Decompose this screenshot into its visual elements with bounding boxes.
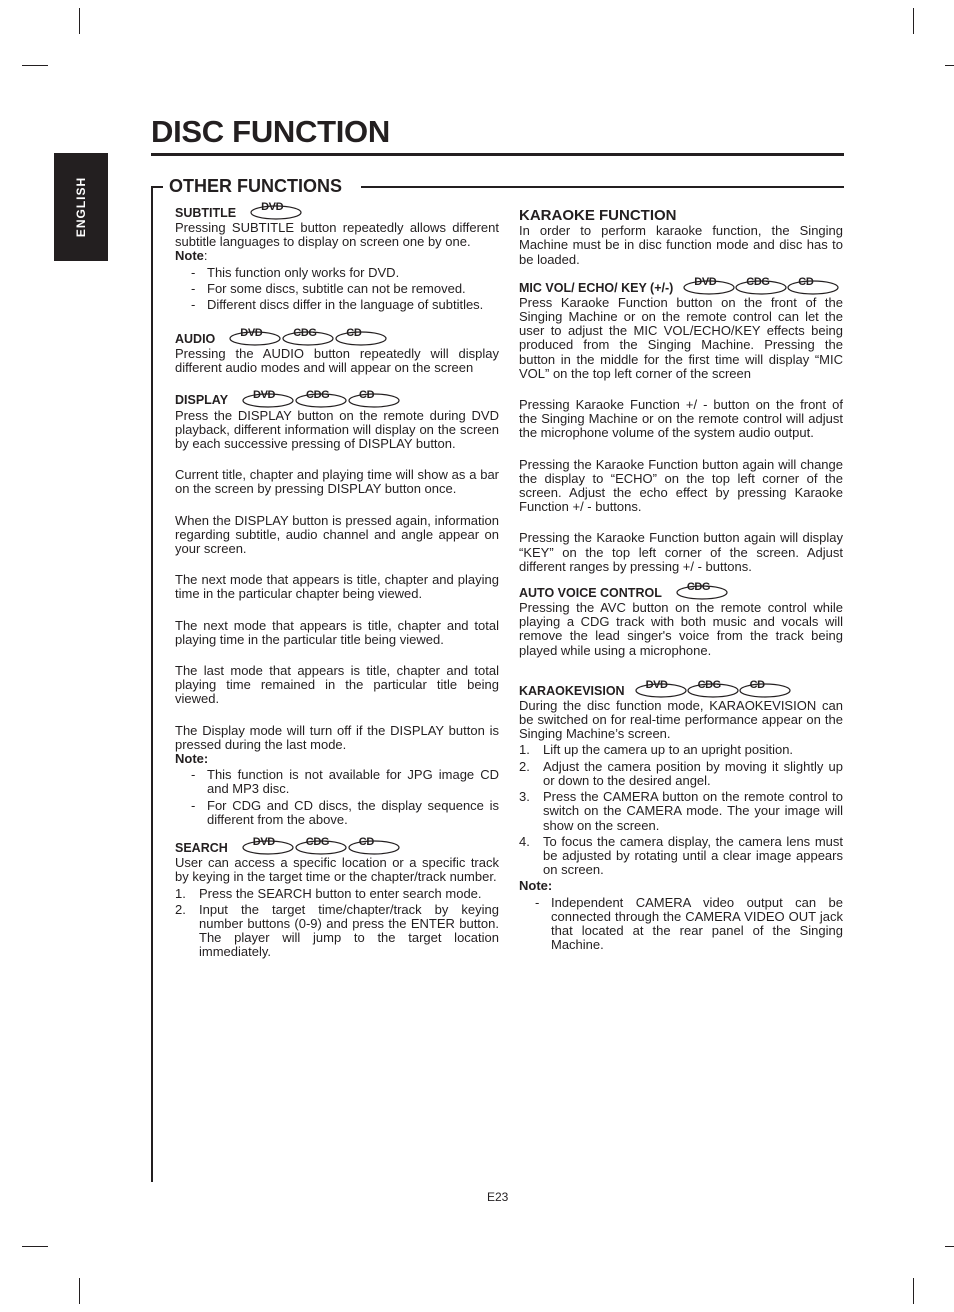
dvd-disc-icon: DVD [635,680,687,698]
crop-mark [913,1278,914,1304]
dvd-disc-icon: DVD [242,390,294,408]
language-tab [54,153,108,261]
display-paragraph: The next mode that appears is title, chapter and playing time in the particular chapter being viewed. [175,572,499,602]
dvd-disc-icon: DVD [683,277,735,295]
crop-mark [913,8,914,34]
cd-disc-icon: CD [348,837,400,855]
title-rule [151,153,844,156]
display-paragraph: The next mode that appears is title, chapter and total playing time in the particular title being viewed. [175,617,499,647]
disc-badges [683,277,839,295]
list-item: 2. Input the target time/chapter/track by keying number buttons (0-9) and press the ENTER button. The player will jump to the target location immediately. [175,901,499,960]
dvd-disc-icon: DVD [250,202,302,220]
karaokevision-steps [519,743,843,877]
crop-mark [945,1246,954,1247]
right-column [519,209,843,954]
avc-text: Pressing the AVC button on the remote control while playing a CDG track with both music and vocals will remove the lead singer's voice from the track being played while using a microphone. [519,600,843,658]
micvol-paragraph: Pressing the Karaoke Function button again will change the display to “ECHO” on the top left corner of the screen. Adjust the echo effect by pressing Karaoke Function +/ - buttons. [519,456,843,515]
cd-disc-icon: CD [335,328,387,346]
subtitle-note: Note: [175,248,208,264]
micvol-paragraph: Pressing Karaoke Function +/ - button on the front of the Singing Machine or on the remote control will adjust the microphone volume of the system audio output. [519,397,843,441]
list-item: - This function is not available for JPG image CD and MP3 disc. [191,767,499,797]
crop-mark [945,65,954,66]
karaokevision-text: During the disc function mode, KARAOKEVISION can be switched on for real-time performance appear on the Singing Machine’s screen. [519,697,843,742]
micvol-paragraph: Press Karaoke Function button on the front of the Singing Machine or on the remote control can let the user to adjust the MIC VOL/ECHO/KEY effects being produced from the Singing Machine. Pressing the button in the middle for the first time will display “MIC VOL” on the top left corner of the screen [519,294,843,381]
list-item: 1. Press the SEARCH button to enter search mode. [175,885,482,901]
section-frame-top [151,186,163,188]
list-item: 1. Lift up the camera up to an upright position. [519,742,794,758]
cdg-disc-icon: CDG [676,582,728,600]
cdg-disc-icon: CDG [295,837,347,855]
karaoke-heading: KARAOKE FUNCTION [519,207,677,224]
search-text: User can access a specific location or a specific track by keying in the target time or the chapter/track number. [175,855,499,885]
cd-disc-icon: CD [787,277,839,295]
cdg-disc-icon: CDG [687,680,739,698]
list-item: - Independent CAMERA video output can be connected through the CAMERA VIDEO OUT jack that located at the rear panel of the Singing Machine. [535,894,843,953]
list-item: - For some discs, subtitle can not be removed. [191,280,466,296]
audio-heading: AUDIO DVD CDG CD [175,328,499,346]
cdg-disc-icon: CDG [735,277,787,295]
display-paragraph: Current title, chapter and playing time will show as a bar on the screen by pressing DISPLAY button once. [175,467,499,497]
avc-heading: AUTO VOICE CONTROL CDG [519,582,843,600]
list-item: - For CDG and CD discs, the display sequence is different from the above. [191,797,499,827]
dvd-disc-icon: DVD [242,837,294,855]
list-item: 4. To focus the camera display, the camera lens must be adjusted by rotating until a clear image appears on screen. [519,833,843,878]
subtitle-heading: SUBTITLE DVD [175,202,499,220]
section-title: OTHER FUNCTIONS [169,176,342,196]
karaoke-text: In order to perform karaoke function, the Singing Machine must be in disc function mode and disc has to be loaded. [519,223,843,267]
left-column [175,202,499,962]
list-item: - Different discs differ in the language of subtitles. [191,297,484,313]
section-frame-left [151,186,153,1182]
disc-badges [229,328,387,346]
page-title: DISC FUNCTION [151,114,390,149]
language-tab-label: ENGLISH [74,176,88,238]
audio-text: Pressing the AUDIO button repeatedly will display different audio modes and will appear on the screen [175,346,499,376]
list-item: - This function only works for DVD. [191,264,400,280]
list-item: 3. Press the CAMERA button on the remote control to switch on the CAMERA mode. The your image will show on the screen. [519,789,843,833]
crop-mark [79,8,80,34]
search-steps [175,887,499,960]
dvd-disc-icon: DVD [229,328,281,346]
display-paragraph: The Display mode will turn off if the DISPLAY button is pressed during the last mode. [175,722,499,752]
display-note-label: Note: [175,751,209,767]
page-number: E23 [487,1190,509,1204]
subtitle-text: Pressing SUBTITLE button repeatedly allows different subtitle languages to display on screen one by one. [175,220,499,250]
cdg-disc-icon: CDG [282,328,334,346]
display-paragraph: Press the DISPLAY button on the remote during DVD playback, different information will display on the screen by each successive pressing of DISPLAY button. [175,407,499,452]
disc-badges [676,582,728,600]
list-item: 2. Adjust the camera position by moving it slightly up or down to the desired angel. [519,758,843,788]
display-heading: DISPLAY DVD CDG CD [175,390,499,408]
micvol-heading: MIC VOL/ ECHO/ KEY (+/-) DVD CDG CD [519,277,843,295]
crop-mark [22,1246,48,1247]
disc-badges [242,837,400,855]
karaokevision-note-list [519,896,843,953]
disc-badges [242,390,400,408]
display-paragraph: When the DISPLAY button is pressed again, information regarding subtitle, audio channel and angle appear on your screen. [175,512,499,557]
display-note-list [175,768,499,827]
section-frame-top [361,186,844,188]
disc-badges [250,202,302,220]
crop-mark [79,1278,80,1304]
micvol-paragraph: Pressing the Karaoke Function button again will display “KEY” on the top left corner of the screen. Adjust different ranges by pressing +/ - buttons. [519,530,843,574]
crop-mark [22,65,48,66]
cd-disc-icon: CD [739,680,791,698]
cdg-disc-icon: CDG [295,390,347,408]
display-paragraph: The last mode that appears is title, chapter and total playing time remained in the particular title being viewed. [175,663,499,707]
karaokevision-heading: KARAOKEVISION DVD CDG CD [519,680,843,698]
cd-disc-icon: CD [348,390,400,408]
disc-badges [635,680,791,698]
karaokevision-note-label: Note: [519,878,553,894]
subtitle-note-list [175,266,499,313]
search-heading: SEARCH DVD CDG CD [175,837,499,855]
